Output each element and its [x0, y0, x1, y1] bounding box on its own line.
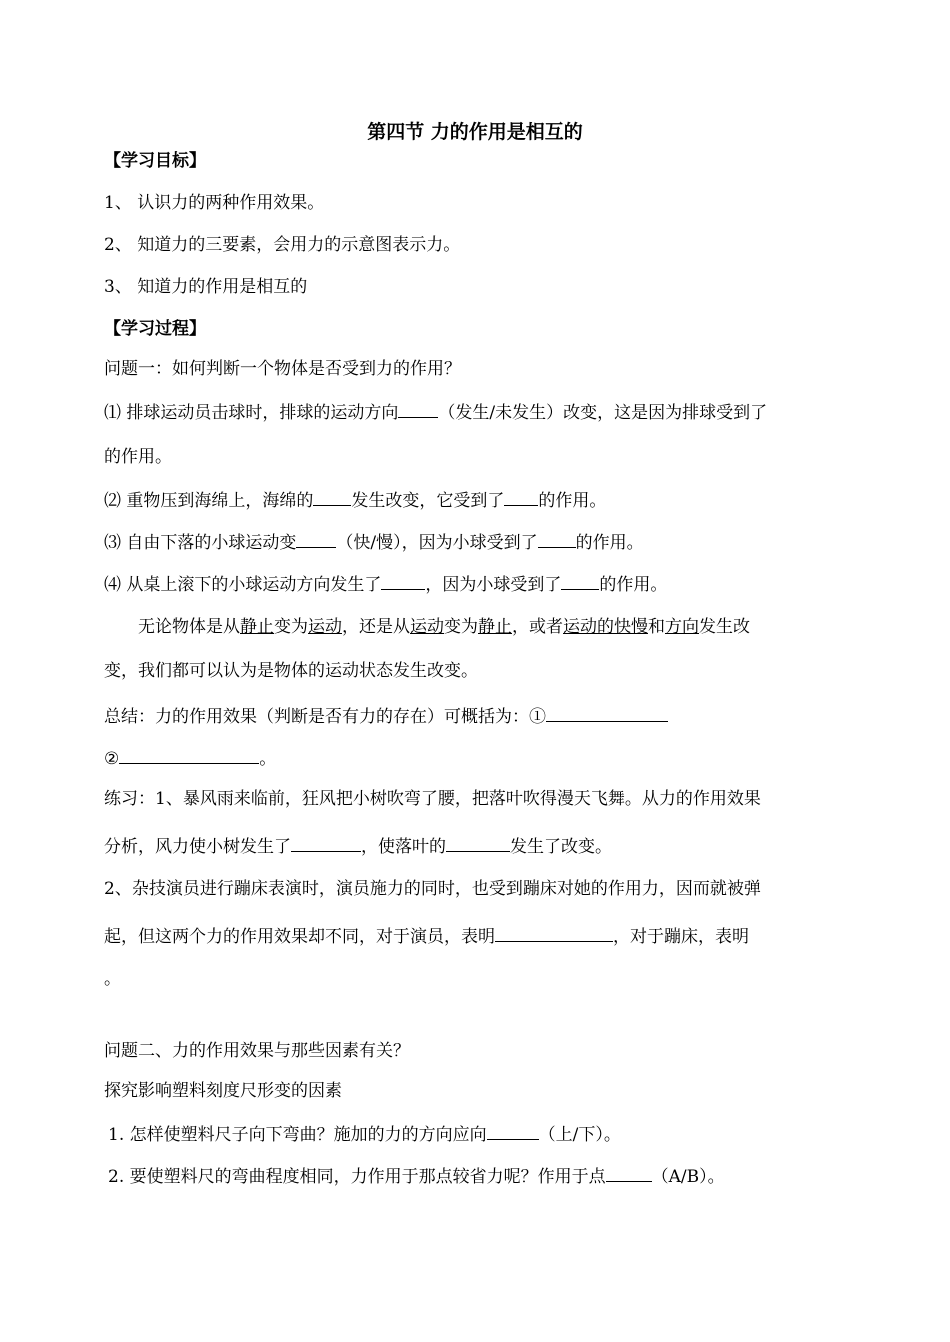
answer-blank[interactable] — [398, 400, 438, 418]
q2-item-2-text-b: （A/B）。 — [651, 1167, 725, 1187]
para-underline: 静止 — [240, 617, 274, 637]
answer-blank[interactable] — [546, 704, 668, 722]
q1-item-1-text-b: （发生/未发生）改变，这是因为排球受到了 — [438, 403, 768, 423]
practice-2-line-2 — [104, 924, 749, 948]
q1-paragraph-line-2: 变，我们都可以认为是物体的运动状态发生改变。 — [104, 661, 478, 681]
para-text: ，还是从 — [342, 617, 410, 637]
practice-1-text-b: ，使落叶的 — [361, 837, 446, 857]
q1-item-2 — [104, 488, 606, 512]
summary-text-c: 。 — [259, 749, 277, 769]
q1-item-1-text-a: ⑴ 排球运动员击球时，排球的运动方向 — [104, 403, 399, 423]
q1-item-1 — [104, 400, 767, 424]
q1-item-4 — [104, 572, 667, 596]
q1-item-3 — [104, 530, 644, 554]
practice-1-text-c: 发生了改变。 — [510, 837, 612, 857]
process-heading: 【学习过程】 — [104, 319, 206, 339]
page-title: 第四节 力的作用是相互的 — [367, 121, 583, 143]
practice-2-line-1: 2、杂技演员进行蹦床表演时，演员施力的同时，也受到蹦床对她的作用力，因而就被弹 — [104, 879, 761, 899]
para-underline: 运动 — [410, 617, 444, 637]
practice-1-line-2 — [104, 834, 612, 858]
q2-item-1 — [108, 1122, 621, 1146]
answer-blank[interactable] — [291, 834, 361, 852]
para-underline: 运动 — [308, 617, 342, 637]
para-text: ，或者 — [512, 617, 563, 637]
practice-1-line-1: 练习：1、暴风雨来临前，狂风把小树吹弯了腰，把落叶吹得漫天飞舞。从力的作用效果 — [104, 789, 761, 809]
q2-item-1-text-b: （上/下）。 — [538, 1125, 621, 1145]
q1-item-1-cont: 的作用。 — [104, 447, 172, 467]
q1-paragraph — [138, 616, 750, 638]
q2-item-2 — [108, 1164, 725, 1188]
answer-blank[interactable] — [487, 1122, 539, 1140]
answer-blank[interactable] — [296, 530, 336, 548]
q1-heading: 问题一：如何判断一个物体是否受到力的作用？ — [104, 359, 461, 379]
q1-item-3-text-b: （快/慢），因为小球受到了 — [336, 533, 538, 553]
q2-subheading: 探究影响塑料刻度尺形变的因素 — [104, 1081, 342, 1101]
summary-line — [104, 704, 668, 728]
answer-blank[interactable] — [381, 572, 425, 590]
para-text: 发生改 — [699, 617, 750, 637]
answer-blank[interactable] — [606, 1164, 652, 1182]
para-text: 变为 — [444, 617, 478, 637]
q1-item-3-text-a: ⑶ 自由下落的小球运动变 — [104, 533, 297, 553]
para-text: 无论物体是从 — [138, 617, 240, 637]
q2-item-1-text-a: 1. 怎样使塑料尺子向下弯曲？施加的力的方向应向 — [108, 1125, 487, 1145]
answer-blank[interactable] — [495, 924, 613, 942]
para-underline: 方向 — [665, 617, 699, 637]
goal-item-2: 2、 知道力的三要素，会用力的示意图表示力。 — [104, 235, 461, 255]
goal-item-3: 3、 知道力的作用是相互的 — [104, 277, 308, 297]
q1-item-2-text-a: ⑵ 重物压到海绵上，海绵的 — [104, 491, 314, 511]
goals-heading: 【学习目标】 — [104, 151, 206, 171]
answer-blank[interactable] — [446, 834, 510, 852]
q1-item-4-text-b: ，因为小球受到了 — [425, 575, 562, 595]
answer-blank[interactable] — [538, 530, 576, 548]
practice-2-text-a: 起，但这两个力的作用效果却不同，对于演员，表明 — [104, 927, 495, 947]
q1-item-3-text-c: 的作用。 — [575, 533, 644, 553]
para-underline: 运动的快慢 — [563, 617, 648, 637]
practice-2-text-b: ，对于蹦床，表明 — [613, 927, 749, 947]
goal-item-1: 1、 认识力的两种作用效果。 — [104, 193, 325, 213]
q2-item-2-text-a: 2. 要使塑料尺的弯曲程度相同，力作用于那点较省力呢？作用于点 — [108, 1167, 606, 1187]
answer-blank[interactable] — [119, 746, 259, 764]
para-text: 变为 — [274, 617, 308, 637]
q1-item-4-text-c: 的作用。 — [599, 575, 668, 595]
summary-line-2 — [104, 746, 276, 770]
summary-text-a: 总结：力的作用效果（判断是否有力的存在）可概括为：① — [104, 707, 546, 727]
q1-item-2-text-b: 发生改变，它受到了 — [351, 491, 505, 511]
practice-2-line-3: 。 — [104, 969, 121, 989]
answer-blank[interactable] — [504, 488, 538, 506]
practice-1-text-a: 分析，风力使小树发生了 — [104, 837, 291, 857]
answer-blank[interactable] — [561, 572, 599, 590]
para-underline: 静止 — [478, 617, 512, 637]
q1-item-4-text-a: ⑷ 从桌上滚下的小球运动方向发生了 — [104, 575, 382, 595]
q2-heading: 问题二、力的作用效果与那些因素有关？ — [104, 1041, 410, 1061]
summary-text-b: ② — [104, 749, 120, 769]
para-text: 和 — [648, 617, 665, 637]
answer-blank[interactable] — [313, 488, 351, 506]
q1-item-2-text-c: 的作用。 — [538, 491, 607, 511]
